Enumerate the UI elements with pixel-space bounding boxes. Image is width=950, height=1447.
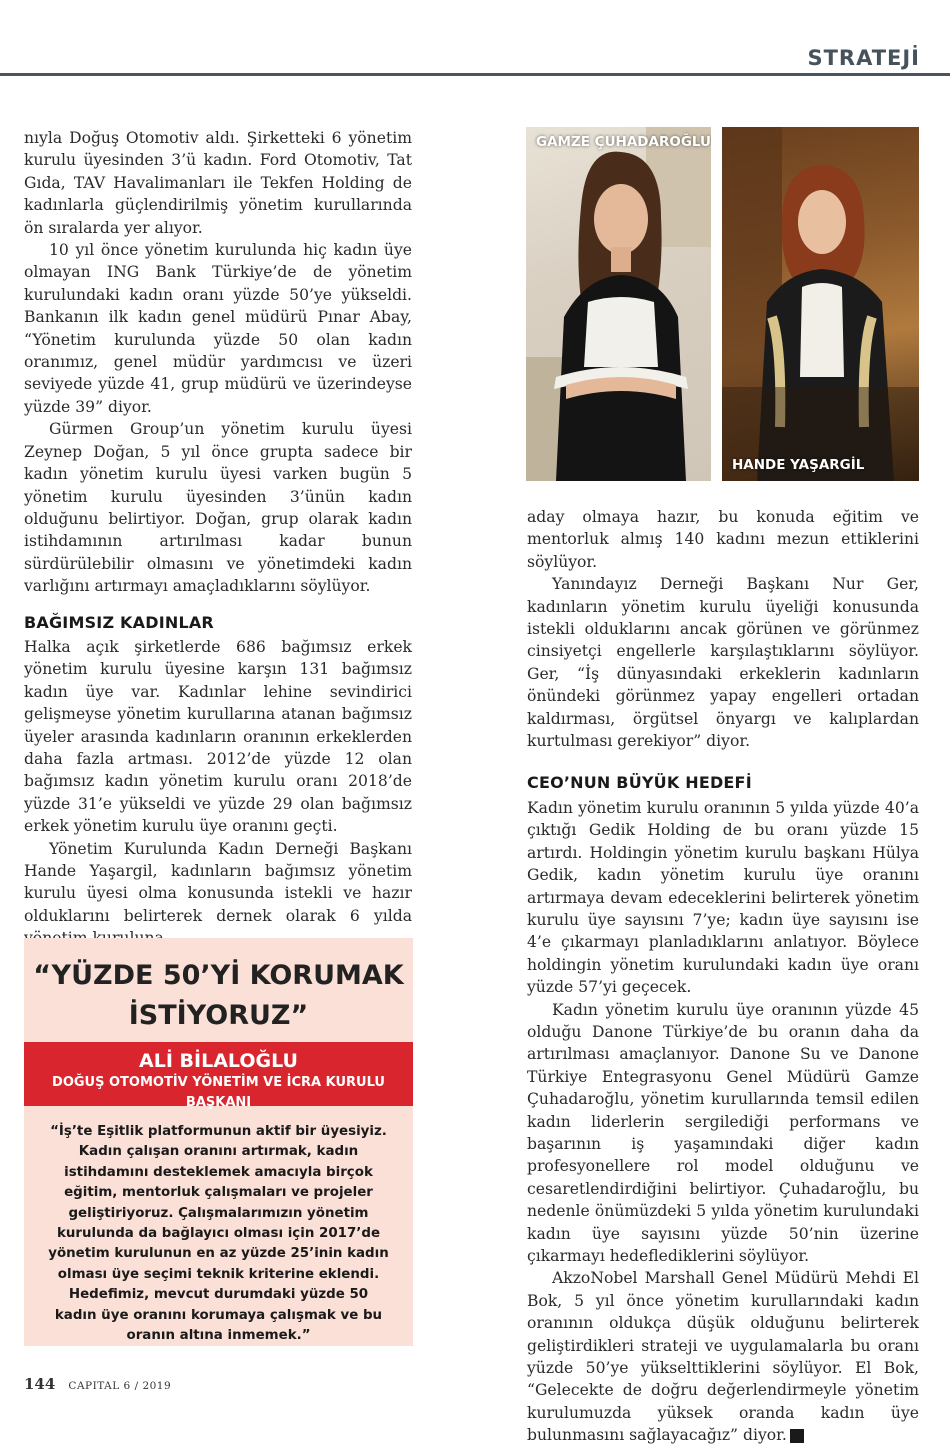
section-heading-bagimsiz-kadinlar: BAĞIMSIZ KADINLAR [24,612,214,632]
right-column [527,506,919,1447]
quote-speaker-band [24,1042,413,1110]
left-paragraph-4: Halka açık şirketlerde 686 bağımsız erkek yönetim kurulu üyesine karşın 131 bağımsız kadın üye var. Kadınlar lehine sevindirici gelişmeyse yönetim kurullarına atanan bağımsız üyeler arasında kadınların oranının erkeklerden daha fazla artması. 2012’de yüzde 12 olan bağımsız kadın yönetim kurulu oranı 2018’de yüzde 31’e yükseldi ve yüzde 29 olan bağımsız erkek yönetim kurulu üye oranını geçti. [24,637,412,836]
quote-speaker-name: ALİ BİLALOĞLU [139,1050,298,1072]
section-tag: STRATEJİ [807,46,920,70]
right-paragraph-1: aday olmaya hazır, bu konuda eğitim ve mentorluk almış 140 kadını mezun ettiklerini söylüyor. [527,508,919,571]
left-paragraph-5: Yönetim Kurulunda Kadın Derneği Başkanı Hande Yaşargil, kadınların bağımsız yönetim kurulu üyesi olma konusunda istekli ve hazır olduklarını belirterek dernek olarak 6 yılda [24,839,412,925]
quote-box [24,938,413,1346]
magazine-issue-label: CAPITAL 6 / 2019 [68,1380,172,1392]
capital-end-mark-icon: C [790,1429,804,1443]
left-paragraph-3: Gürmen Group’un yönetim kurulu üyesi Zeynep Doğan, 5 yıl önce grupta sadece bir kadın yönetim kurulu üyesi varken bugün 5 yönetim kurulu üyesinden 3’ünün kadın olduğunu belirtiyor. Doğan, grup olarak kadın istihdamının artırılması kadar bunun sürdürülebilir olmasını ve yönetimdeki kadın varlığını artırmayı amaçladıklarını söylüyor. [24,420,412,596]
right-paragraph-3: Kadın yönetim kurulu oranının 5 yılda yüzde 40’a çıktığı Gedik Holding de bu oranı yüzde 15 artırdı. Holdingin yönetim kurulu başkanı Hülya Gedik, kadın yönetim kurulu üye oranını artırmaya devam edeceklerini belirterek yönetim kurulu üye sayısını 7’ye; kadın üye sayısını ise 4’e çıkarmayı planladıklarını anlatıyor. Böylece holdingin yönetim kurulundaki kadın üye oranı yüzde 57’yi geçecek. [527,798,919,997]
right-paragraph-4: Kadın yönetim kurulu üye oranının yüzde 45 olduğu Danone Türkiye’de bu oranın daha da artırılması amaçlanıyor. Danone Su ve Danone Türkiye Entegrasyonu Genel Müdürü Gamze Çuhadaroğlu, yönetim kurullarında temsil edilen kadın liderlerin sergilediği performans ve başarının iş yaşamındaki diğer kadın profesyonellere rol model olduğunu ve cesaretlendirdiğini belirtiyor. Çuhadaroğlu, bu nedenle önümüzdeki 5 yılda yönetim kurulundaki kadın üye sayısını yüzde 50’nin üzerine çıkarmayı hedeflediklerini söylüyor. [527,1000,919,1265]
quote-speaker-role: DOĞUŞ OTOMOTİV YÖNETİM VE İCRA KURULU BAŞKANI [52,1075,385,1110]
right-paragraph-2: Yanındayız Derneği Başkanı Nur Ger, kadınların yönetim kurulu üyeliği konusunda istekli olduklarını ancak görünen ve görünmez cinsiyetçi engellerle karşılaştıklarını söylüyor. Ger, “İş dünyasındaki erkeklerin kadınların önündeki görünmez yapay engelleri ortadan kaldırması, örgütsel önyargı ve kalıplardan kurtulması gerekiyor” diyor. [527,575,919,751]
header-rule [0,73,950,76]
page-footer [24,1374,171,1393]
portrait-illustration-2 [722,127,919,481]
section-heading-ceo-hedefi: CEO’NUN BÜYÜK HEDEFİ [527,773,752,793]
portrait-illustration-1 [526,127,711,481]
photo-caption-left: GAMZE ÇUHADAROĞLU [536,134,711,150]
page-number: 144 [24,1375,56,1393]
left-column [24,127,412,950]
photo-gamze-cuhadaroglu [526,127,711,481]
right-paragraph-5-text: AkzoNobel Marshall Genel Müdürü Mehdi El Bok, 5 yıl önce yönetim kurullarındaki kadın oranının oldukça düşük olduğunu belirterek geliştirdikleri strateji ve uygulamalarla bu oranı yüzde 50’ye yükselttiklerini söylüyor. El Bok, “Gelecekte de doğru değerlendirmeyle yönetim kurulumuzda yüksek oranda kadın üye bulunmasını sağlayacağız” diyor. [527,1269,919,1445]
left-paragraph-1: nıyla Doğuş Otomotiv aldı. Şirketteki 6 yönetim kurulu üyesinden 3’ü kadın. Ford Otomotiv, Tat Gıda, TAV Havalimanları ile Tekfen Holding de kadınlarla güçlendirilmiş yönetim kurullarında ön sıralarda yer alıyor. [24,129,412,237]
photo-hande-yasargil [722,127,919,481]
photo-caption-right: HANDE YAŞARGİL [732,457,865,473]
quote-body: “İş’te Eşitlik platformunun aktif bir üyesiyiz. Kadın çalışan oranını artırmak, kadın istihdamını desteklemek amacıyla birçok eğitim, mentorluk çalışmaları ve projeler geliştiriyoruz. Çalışmalarımızın yönetim kurulunda da bağlayıcı olması için 2017’de yönetim kurulunun en az yüzde 25’inin kadın olması üye seçimi teknik kriterine eklendi. Hedefimiz, mevcut durumdaki yüzde 50 kadın üye oranını korumaya çalışmak ve bu oranın altına inmemek.” [48,1124,389,1344]
right-paragraph-5 [527,1267,919,1446]
left-paragraph-2: 10 yıl önce yönetim kurulunda hiç kadın üye olmayan ING Bank Türkiye’de de yönetim kurulundaki kadın oranı yüzde 50’ye yükseldi. Bankanın ilk kadın genel müdürü Pınar Abay, “Yönetim kurulunda yüzde 50 olan kadın oranımız, genel müdür yardımcısı ve üzeri seviyede yüzde 41, grup müdürü ve üzerindeyse yüzde 39” diyor. [24,241,412,416]
quote-title: “YÜZDE 50’Yİ KORUMAK İSTİYORUZ” [33,960,404,1031]
